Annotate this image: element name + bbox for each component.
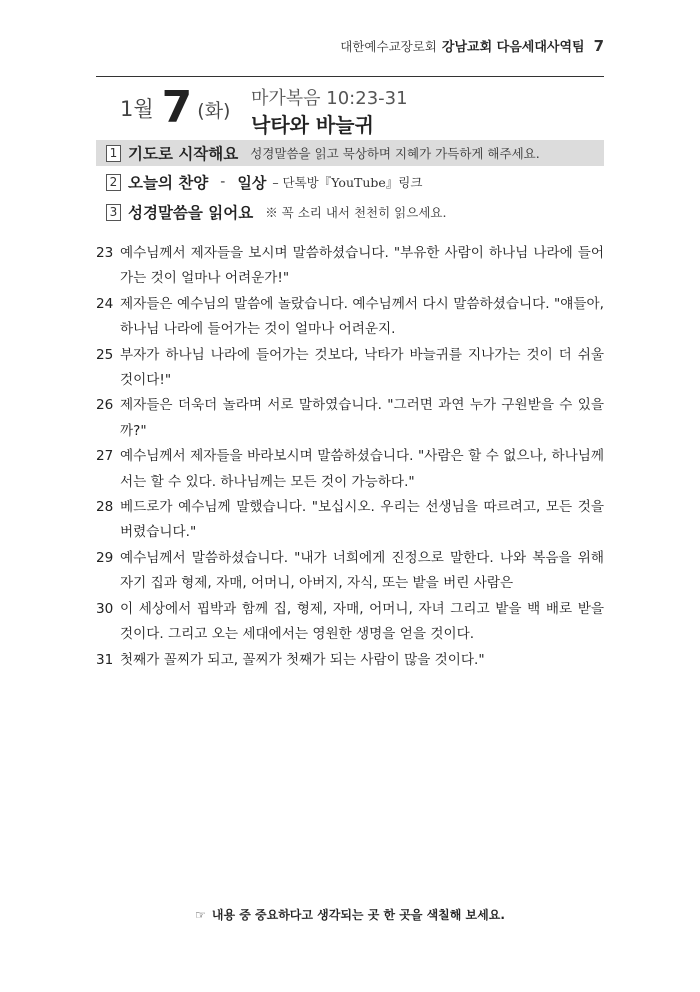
- step-title: 오늘의 찬양: [128, 174, 209, 192]
- verse-list: [96, 241, 604, 673]
- verse-number: 27: [96, 448, 114, 465]
- header-divider: [96, 76, 604, 77]
- youtube-link-note[interactable]: – 단톡방『YouTube』링크: [272, 175, 423, 190]
- verse-item: [96, 241, 604, 292]
- verse-text: 첫째가 꼴찌가 되고, 꼴찌가 첫째가 되는 사람이 많을 것이다.": [120, 651, 485, 668]
- verse-text: 제자들은 더욱더 놀라며 서로 말하였습니다. "그러면 과연 누가 구원받을 수 있을까?": [120, 397, 604, 439]
- verse-number: 30: [96, 600, 114, 617]
- verse-text: 예수님께서 말씀하셨습니다. "내가 너희에게 진정으로 말한다. 나와 복음을 위해 자기 집과 형제, 자매, 어머니, 아버지, 자식, 또는 밭을 버린 사람은: [120, 549, 604, 592]
- verse-item: [96, 495, 604, 546]
- verse-item: [96, 546, 604, 597]
- verse-text: 제자들은 예수님의 말씀에 놀랐습니다. 예수님께서 다시 말씀하셨습니다. "얘들아, 하나님 나라에 들어가는 것이 얼마나 어려운지.: [120, 295, 604, 338]
- step-read: [96, 199, 604, 225]
- hymn-title: 일상: [237, 173, 267, 192]
- step-title: 기도로 시작해요: [128, 145, 239, 163]
- verse-item: [96, 292, 604, 343]
- step-description: 성경말씀을 읽고 묵상하며 지혜가 가득하게 해주세요.: [250, 146, 540, 161]
- page-number: 7: [593, 37, 604, 55]
- verse-item: [96, 393, 604, 444]
- passage-title: 낙타와 바늘귀: [251, 113, 374, 137]
- header-church-team: 강남교회 다음세대사역팀: [441, 40, 585, 55]
- verse-number: 23: [96, 245, 114, 261]
- verse-number: 29: [96, 549, 114, 566]
- verse-text: 이 세상에서 핍박과 함께 집, 형제, 자매, 어머니, 자녀 그리고 밭을 백 배로 받을 것이다. 그리고 오는 세대에서는 영원한 생명을 얻을 것이다.: [120, 600, 604, 643]
- verse-item: [96, 648, 604, 673]
- verse-number: 24: [96, 295, 114, 312]
- verse-item: [96, 444, 604, 495]
- passage-reference: 마가복음 10:23-31: [251, 88, 408, 109]
- verse-text: 베드로가 예수님께 말했습니다. "보십시오. 우리는 선생님을 따르려고, 모든 것을 버렸습니다.": [120, 499, 604, 541]
- footer-instruction: [0, 906, 700, 923]
- page-header: [340, 36, 604, 55]
- step-number-box: 1: [106, 145, 121, 162]
- verse-number: 26: [96, 397, 114, 414]
- step-praise: [96, 169, 604, 195]
- verse-text: 예수님께서 제자들을 바라보시며 말씀하셨습니다. "사람은 할 수 없으나, 하나님께서는 할 수 있다. 하나님께는 모든 것이 가능하다.": [120, 448, 604, 490]
- step-number-box: 3: [106, 204, 121, 221]
- verse-number: 31: [96, 651, 114, 668]
- step-description: ※ 꼭 소리 내서 천천히 읽으세요.: [265, 205, 447, 220]
- step-title: 성경말씀을 읽어요: [128, 204, 254, 222]
- date-month: 1월: [120, 97, 154, 121]
- header-org: 대한예수교장로회: [340, 39, 437, 54]
- verse-item: [96, 343, 604, 394]
- date-day: 7: [161, 82, 192, 133]
- verse-number: 25: [96, 346, 114, 363]
- date-weekday: (화): [197, 100, 231, 122]
- pointing-hand-icon: ☞: [195, 908, 206, 922]
- footer-note-text: 내용 중 중요하다고 생각되는 곳 한 곳을 색칠해 보세요.: [211, 908, 505, 922]
- verse-text: 예수님께서 제자들을 보시며 말씀하셨습니다. "부유한 사람이 하나님 나라에 들어가는 것이 얼마나 어려운가!": [120, 245, 604, 287]
- date-block: [120, 84, 230, 132]
- step-number-box: 2: [106, 174, 121, 191]
- verse-item: [96, 597, 604, 648]
- verse-number: 28: [96, 499, 114, 516]
- verse-text: 부자가 하나님 나라에 들어가는 것보다, 낙타가 바늘귀를 지나가는 것이 더 쉬울 것이다!": [120, 346, 604, 389]
- step-separator: -: [220, 174, 226, 190]
- step-prayer: [96, 140, 604, 166]
